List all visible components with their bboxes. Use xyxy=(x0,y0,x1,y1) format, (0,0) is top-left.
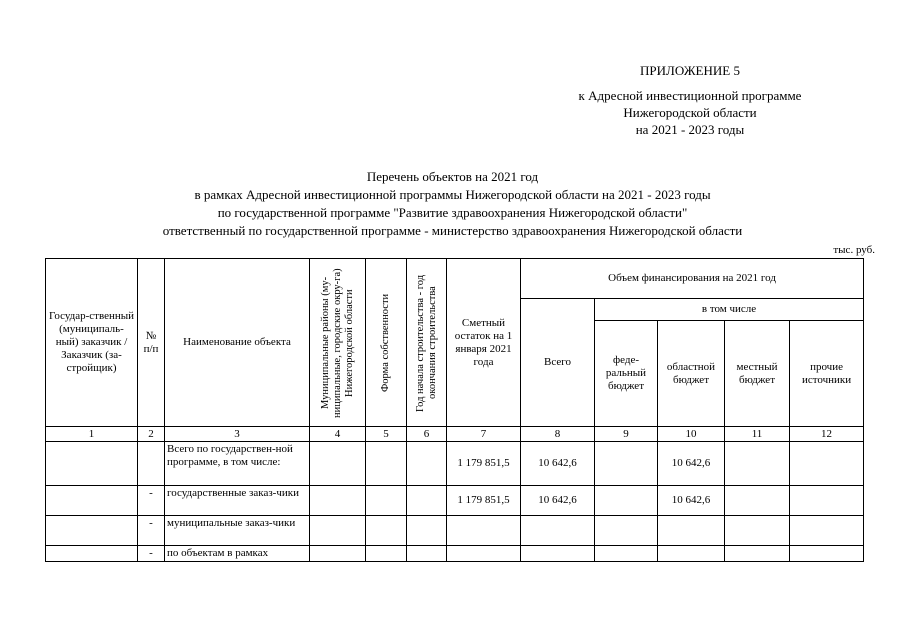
header-funding: Объем финансирования на 2021 год xyxy=(521,259,864,299)
cell-local xyxy=(725,516,790,546)
header-regional: областной бюджет xyxy=(658,321,725,427)
col-number: 5 xyxy=(366,427,407,442)
cell-local xyxy=(725,486,790,516)
cell-name: государственные заказ-чики xyxy=(165,486,310,516)
cell-regional: 10 642,6 xyxy=(658,442,725,486)
cell-num: - xyxy=(138,546,165,562)
cell-municipal xyxy=(310,546,366,562)
cell-total: 10 642,6 xyxy=(521,486,595,516)
table-row xyxy=(46,546,864,562)
table-row xyxy=(46,442,864,486)
title-line-1: Перечень объектов на 2021 год xyxy=(366,169,539,184)
cell-federal xyxy=(595,546,658,562)
cell-other xyxy=(790,546,864,562)
header-municipal-cell xyxy=(310,259,366,427)
header-customer: Государ-ственный (муниципаль-ный) заказчик /Заказчик (за-стройщик) xyxy=(46,259,138,427)
cell-regional xyxy=(658,546,725,562)
col-number: 3 xyxy=(165,427,310,442)
cell-federal xyxy=(595,486,658,516)
cell-estimate xyxy=(447,516,521,546)
col-number: 8 xyxy=(521,427,595,442)
title-line-3: по государственной программе "Развитие здравоохранения Нижегородской области" xyxy=(217,205,688,220)
cell-customer xyxy=(46,442,138,486)
cell-total xyxy=(521,546,595,562)
header-name: Наименование объекта xyxy=(165,259,310,427)
cell-estimate: 1 179 851,5 xyxy=(447,486,521,516)
appendix-label: ПРИЛОЖЕНИЕ 5 xyxy=(640,63,740,78)
header-ownership: Форма собственности xyxy=(380,293,391,392)
cell-federal xyxy=(595,442,658,486)
title-line-2: в рамках Адресной инвестиционной программы Нижегородской области на 2021 - 2023 годы xyxy=(194,187,711,202)
cell-years xyxy=(407,516,447,546)
header-years: Год начала строительства - год окончания строительства xyxy=(414,273,438,412)
header-estimate: Сметный остаток на 1 января 2021 года xyxy=(447,259,521,427)
cell-federal xyxy=(595,516,658,546)
cell-municipal xyxy=(310,516,366,546)
col-number: 2 xyxy=(138,427,165,442)
cell-name: муниципальные заказ-чики xyxy=(165,516,310,546)
cell-regional: 10 642,6 xyxy=(658,486,725,516)
table-row xyxy=(46,516,864,546)
cell-customer xyxy=(46,516,138,546)
header-federal: феде-ральный бюджет xyxy=(595,321,658,427)
cell-regional xyxy=(658,516,725,546)
col-number: 1 xyxy=(46,427,138,442)
document-title xyxy=(60,168,845,240)
header-years-cell xyxy=(407,259,447,427)
appendix-line-2: Нижегородской области xyxy=(623,105,757,120)
appendix-line-3: на 2021 - 2023 годы xyxy=(635,122,745,137)
col-number: 7 xyxy=(447,427,521,442)
table-row xyxy=(46,486,864,516)
title-line-4: ответственный по государственной программе - министерство здравоохранения Нижегородской области xyxy=(162,223,743,238)
col-number: 4 xyxy=(310,427,366,442)
col-number: 11 xyxy=(725,427,790,442)
appendix-block xyxy=(560,62,820,138)
cell-other xyxy=(790,516,864,546)
col-number: 12 xyxy=(790,427,864,442)
cell-local xyxy=(725,546,790,562)
col-number: 9 xyxy=(595,427,658,442)
cell-years xyxy=(407,442,447,486)
cell-customer xyxy=(46,546,138,562)
header-other: прочие источники xyxy=(790,321,864,427)
cell-ownership xyxy=(366,442,407,486)
header-local: местный бюджет xyxy=(725,321,790,427)
header-ownership-cell xyxy=(366,259,407,427)
units-label: тыс. руб. xyxy=(833,244,875,256)
appendix-line-1: к Адресной инвестиционной программе xyxy=(578,88,802,103)
col-number: 10 xyxy=(658,427,725,442)
cell-ownership xyxy=(366,516,407,546)
header-including: в том числе xyxy=(595,299,864,321)
cell-estimate xyxy=(447,546,521,562)
cell-name: Всего по государствен-ной программе, в том числе: xyxy=(165,442,310,486)
cell-num: - xyxy=(138,516,165,546)
cell-customer xyxy=(46,486,138,516)
column-number-row xyxy=(46,427,864,442)
cell-municipal xyxy=(310,486,366,516)
cell-ownership xyxy=(366,486,407,516)
cell-total xyxy=(521,516,595,546)
cell-local xyxy=(725,442,790,486)
header-num: № п/п xyxy=(138,259,165,427)
header-total: Всего xyxy=(521,299,595,427)
cell-municipal xyxy=(310,442,366,486)
cell-years xyxy=(407,486,447,516)
col-number: 6 xyxy=(407,427,447,442)
cell-num: - xyxy=(138,486,165,516)
cell-estimate: 1 179 851,5 xyxy=(447,442,521,486)
cell-ownership xyxy=(366,546,407,562)
header-municipal: Муниципальные районы (му-ниципальные, городские окру-га) Нижегородской области xyxy=(319,267,355,418)
cell-num xyxy=(138,442,165,486)
cell-other xyxy=(790,486,864,516)
objects-table xyxy=(45,258,864,562)
cell-years xyxy=(407,546,447,562)
cell-other xyxy=(790,442,864,486)
cell-name: по объектам в рамках xyxy=(165,546,310,562)
cell-total: 10 642,6 xyxy=(521,442,595,486)
